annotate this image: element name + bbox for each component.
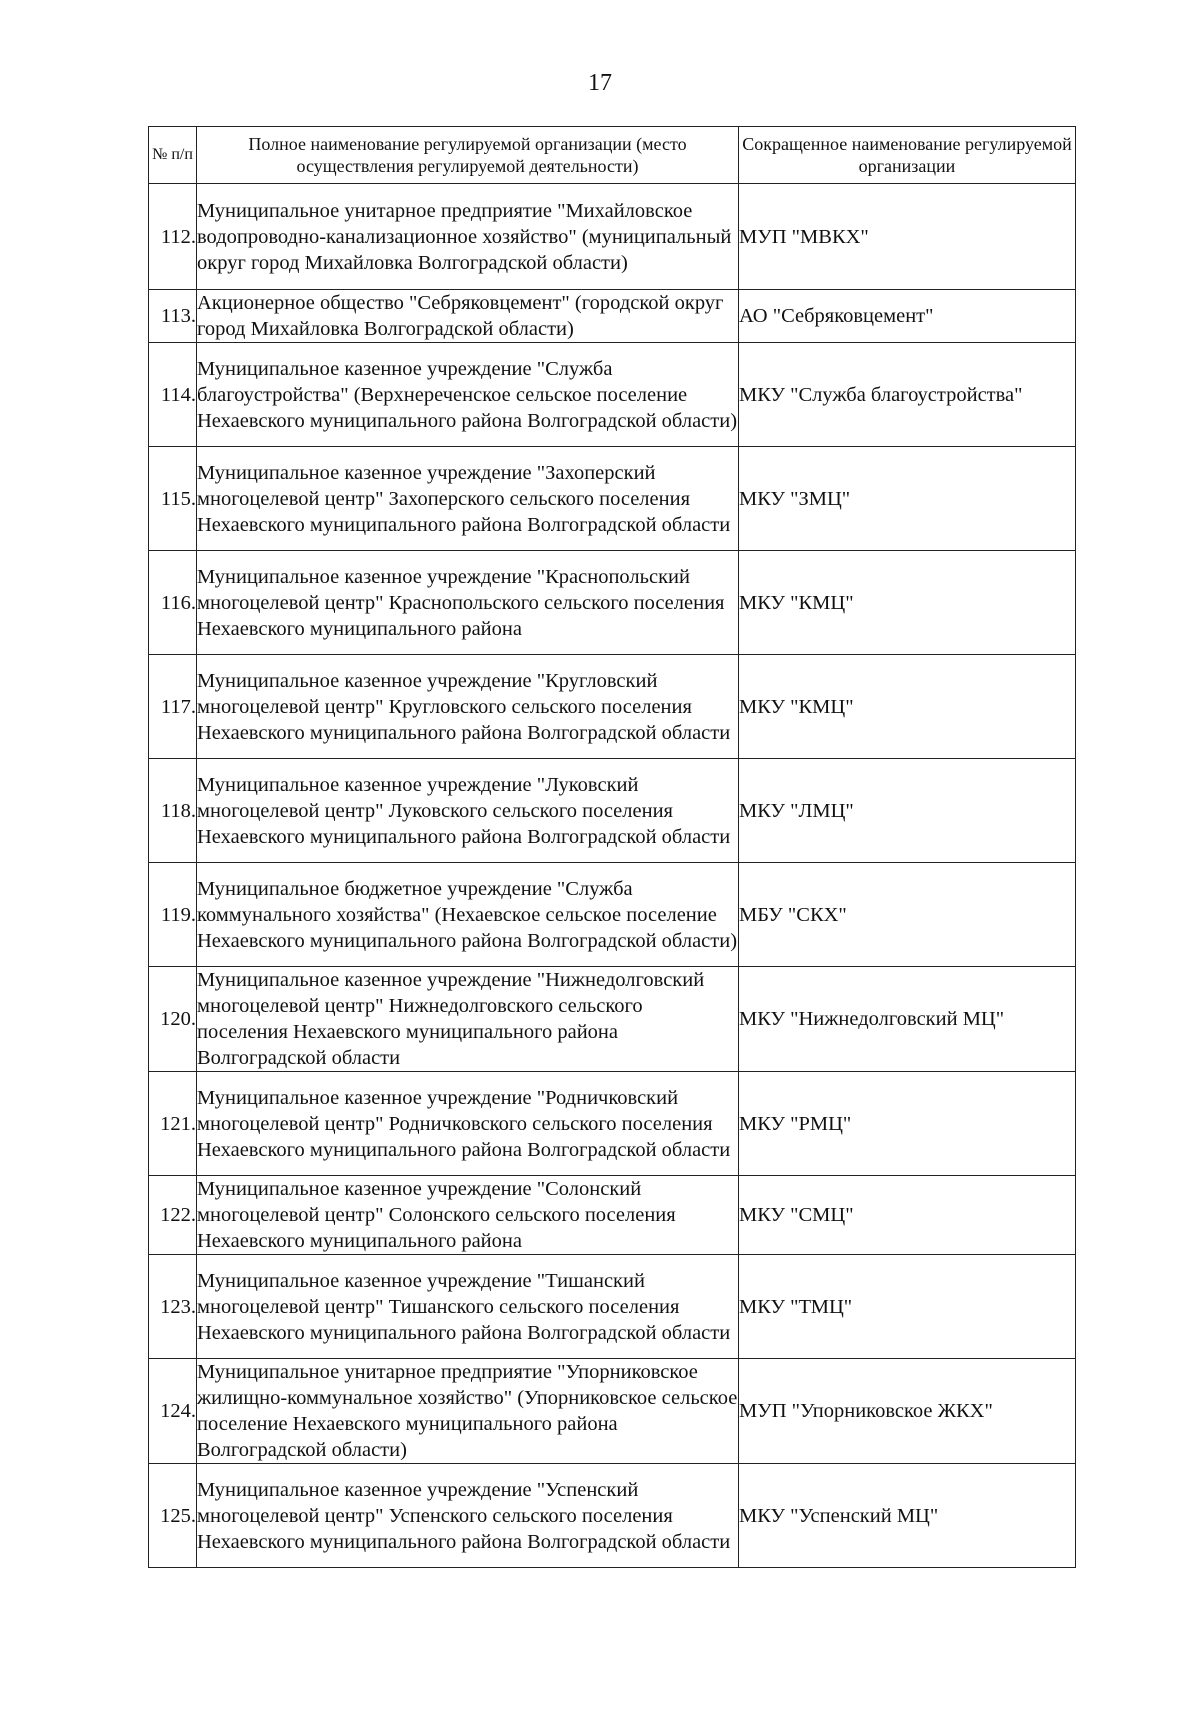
table-body xyxy=(149,184,1076,1568)
organizations-table xyxy=(148,126,1076,1568)
header-full-name: Полное наименование регулируемой организации (место осуществления регулируемой деятельности) xyxy=(197,127,739,184)
short-name-cell: МУП "МВКХ" xyxy=(739,184,1076,290)
short-name-cell: МКУ "РМЦ" xyxy=(739,1072,1076,1176)
full-name-cell: Муниципальное казенное учреждение "Служба благоустройства" (Верхнереченское сельское поселение Нехаевского муниципального района Волгоградской области) xyxy=(197,343,739,447)
short-name-cell: АО "Себряковцемент" xyxy=(739,290,1076,343)
full-name-cell: Муниципальное казенное учреждение "Луковский многоцелевой центр" Луковского сельского поселения Нехаевского муниципального района Волгоградской области xyxy=(197,759,739,863)
header-row xyxy=(149,127,1076,184)
short-name-cell: МКУ "ЛМЦ" xyxy=(739,759,1076,863)
table-row xyxy=(149,184,1076,290)
full-name-cell: Муниципальное бюджетное учреждение "Служба коммунального хозяйства" (Нехаевское сельское поселение Нехаевского муниципального района Волгоградской области) xyxy=(197,863,739,967)
table-row xyxy=(149,1464,1076,1568)
full-name-cell: Муниципальное казенное учреждение "Нижнедолговский многоцелевой центр" Нижнедолговского сельского поселения Нехаевского муниципального района Волгоградской области xyxy=(197,967,739,1072)
row-number: 122. xyxy=(149,1176,197,1255)
short-name-cell: МКУ "КМЦ" xyxy=(739,551,1076,655)
short-name-cell: МКУ "КМЦ" xyxy=(739,655,1076,759)
full-name-cell: Муниципальное унитарное предприятие "Упорниковское жилищно-коммунальное хозяйство" (Упорниковское сельское поселение Нехаевского муниципального района Волгоградской области) xyxy=(197,1359,739,1464)
row-number: 114. xyxy=(149,343,197,447)
full-name-cell: Муниципальное казенное учреждение "Краснопольский многоцелевой центр" Краснопольского сельского поселения Нехаевского муниципального района xyxy=(197,551,739,655)
full-name-cell: Муниципальное казенное учреждение "Тишанский многоцелевой центр" Тишанского сельского поселения Нехаевского муниципального района Волгоградской области xyxy=(197,1255,739,1359)
row-number: 115. xyxy=(149,447,197,551)
row-number: 123. xyxy=(149,1255,197,1359)
full-name-cell: Муниципальное казенное учреждение "Кругловский многоцелевой центр" Кругловского сельского поселения Нехаевского муниципального района Волгоградской области xyxy=(197,655,739,759)
full-name-cell: Муниципальное казенное учреждение "Солонский многоцелевой центр" Солонского сельского поселения Нехаевского муниципального района xyxy=(197,1176,739,1255)
row-number: 120. xyxy=(149,967,197,1072)
page-number: 17 xyxy=(588,70,612,96)
row-number: 117. xyxy=(149,655,197,759)
full-name-cell: Муниципальное казенное учреждение "Родничковский многоцелевой центр" Родничковского сельского поселения Нехаевского муниципального района Волгоградской области xyxy=(197,1072,739,1176)
row-number: 118. xyxy=(149,759,197,863)
table-row xyxy=(149,551,1076,655)
header-num: № п/п xyxy=(149,127,197,184)
header-short-name: Сокращенное наименование регулируемой организации xyxy=(739,127,1076,184)
table-row xyxy=(149,1359,1076,1464)
row-number: 124. xyxy=(149,1359,197,1464)
table-row xyxy=(149,1176,1076,1255)
full-name-cell: Муниципальное унитарное предприятие "Михайловское водопроводно-канализационное хозяйство" (муниципальный округ город Михайловка Волгоградской области) xyxy=(197,184,739,290)
short-name-cell: МКУ "ТМЦ" xyxy=(739,1255,1076,1359)
table-row xyxy=(149,1072,1076,1176)
table-row xyxy=(149,967,1076,1072)
full-name-cell: Акционерное общество "Себряковцемент" (городской округ город Михайловка Волгоградской области) xyxy=(197,290,739,343)
table-row xyxy=(149,290,1076,343)
row-number: 121. xyxy=(149,1072,197,1176)
short-name-cell: МБУ "СКХ" xyxy=(739,863,1076,967)
table-row xyxy=(149,655,1076,759)
row-number: 112. xyxy=(149,184,197,290)
short-name-cell: МКУ "Успенский МЦ" xyxy=(739,1464,1076,1568)
row-number: 119. xyxy=(149,863,197,967)
table-row xyxy=(149,759,1076,863)
full-name-cell: Муниципальное казенное учреждение "Захоперский многоцелевой центр" Захоперского сельского поселения Нехаевского муниципального района Волгоградской области xyxy=(197,447,739,551)
table-row xyxy=(149,863,1076,967)
short-name-cell: МКУ "Нижнедолговский МЦ" xyxy=(739,967,1076,1072)
short-name-cell: МКУ "СМЦ" xyxy=(739,1176,1076,1255)
short-name-cell: МКУ "Служба благоустройства" xyxy=(739,343,1076,447)
table-row xyxy=(149,1255,1076,1359)
full-name-cell: Муниципальное казенное учреждение "Успенский многоцелевой центр" Успенского сельского поселения Нехаевского муниципального района Волгоградской области xyxy=(197,1464,739,1568)
table-row xyxy=(149,447,1076,551)
table-header xyxy=(149,127,1076,184)
row-number: 113. xyxy=(149,290,197,343)
short-name-cell: МКУ "ЗМЦ" xyxy=(739,447,1076,551)
short-name-cell: МУП "Упорниковское ЖКХ" xyxy=(739,1359,1076,1464)
row-number: 116. xyxy=(149,551,197,655)
row-number: 125. xyxy=(149,1464,197,1568)
table-row xyxy=(149,343,1076,447)
